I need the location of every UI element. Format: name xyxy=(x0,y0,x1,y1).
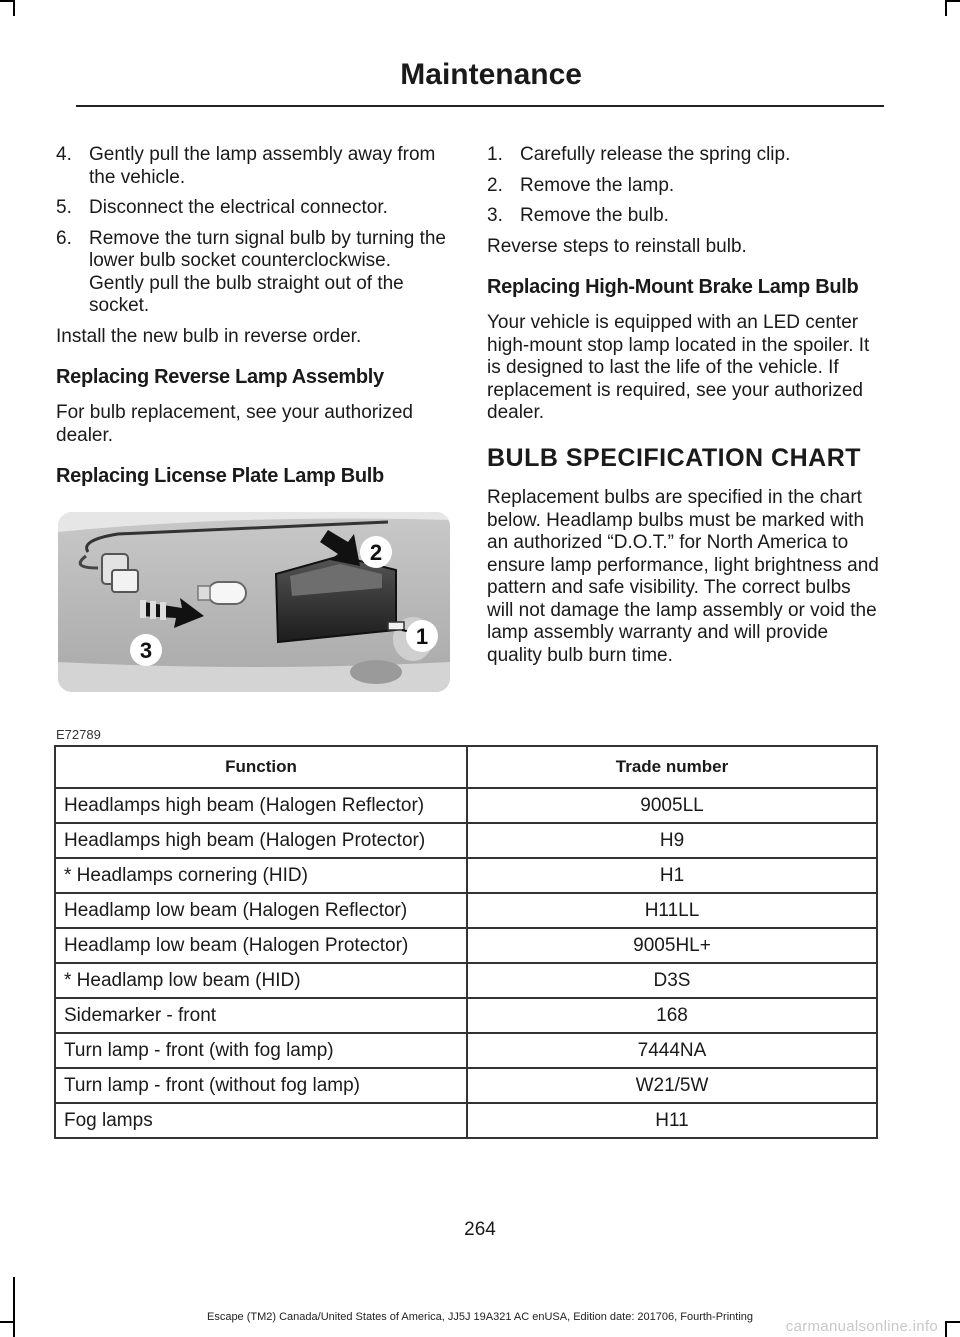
trade-number-cell: W21/5W xyxy=(467,1068,877,1103)
list-item xyxy=(56,197,448,220)
function-cell: Headlamp low beam (Halogen Reflector) xyxy=(55,893,467,928)
license-lamp-illustration xyxy=(58,512,450,692)
trade-number-cell: 168 xyxy=(467,998,877,1033)
callout-2: 2 xyxy=(369,540,383,565)
function-cell: Turn lamp - front (with fog lamp) xyxy=(55,1033,467,1068)
header-divider xyxy=(76,105,884,107)
step-text: Disconnect the electrical connector. xyxy=(89,197,388,218)
step-number: 5. xyxy=(56,197,72,218)
list-item xyxy=(487,205,881,228)
install-note: Install the new bulb in reverse order. xyxy=(56,325,362,347)
table-row xyxy=(55,1068,877,1103)
bulb-chart-text: Replacement bulbs are specified in the chart below. Headlamp bulbs must be marked with an authorized “D.O.T.” for North America to ensure lamp performance, light brightness and pattern and safe visibility. The correct bulbs will not damage the lamp assembly or void the lamp assembly warranty and will provide quality bulb burn time. xyxy=(487,487,879,666)
function-cell: * Headlamp low beam (HID) xyxy=(55,963,467,998)
table-row xyxy=(55,788,877,823)
crop-mark xyxy=(13,0,15,16)
step-number: 1. xyxy=(487,144,503,165)
table-header-row xyxy=(55,746,877,788)
left-steps xyxy=(56,144,448,318)
list-item xyxy=(487,144,881,167)
table-row xyxy=(55,1103,877,1138)
page-number: 264 xyxy=(464,1219,496,1240)
crop-mark xyxy=(945,0,947,16)
function-cell: Headlamps high beam (Halogen Reflector) xyxy=(55,788,467,823)
table-row xyxy=(55,928,877,963)
step-text: Remove the bulb. xyxy=(520,205,669,226)
reverse-lamp-text: For bulb replacement, see your authorized dealer. xyxy=(56,402,413,446)
trade-number-cell: H1 xyxy=(467,858,877,893)
trade-number-cell: 7444NA xyxy=(467,1033,877,1068)
right-column xyxy=(487,144,881,679)
watermark: carmanualsonline.info xyxy=(785,1318,938,1335)
high-mount-heading: Replacing High-Mount Brake Lamp Bulb xyxy=(487,276,859,298)
left-column xyxy=(56,144,448,501)
column-header-trade-number: Trade number xyxy=(467,746,877,788)
table-row xyxy=(55,893,877,928)
step-text: Gently pull the lamp assembly away from the vehicle. xyxy=(89,144,436,188)
step-number: 6. xyxy=(56,227,72,249)
step-number: 3. xyxy=(487,205,503,226)
function-cell: Headlamp low beam (Halogen Protector) xyxy=(55,928,467,963)
trade-number-cell: 9005HL+ xyxy=(467,928,877,963)
trade-number-cell: H11LL xyxy=(467,893,877,928)
table-row xyxy=(55,823,877,858)
function-cell: Turn lamp - front (without fog lamp) xyxy=(55,1068,467,1103)
crop-mark xyxy=(946,0,960,2)
list-item xyxy=(56,228,448,318)
figure-code: E72789 xyxy=(56,727,101,742)
function-cell: Sidemarker - front xyxy=(55,998,467,1033)
bulb-spec-table xyxy=(54,745,878,1139)
column-header-function: Function xyxy=(55,746,467,788)
license-lamp-heading: Replacing License Plate Lamp Bulb xyxy=(56,465,384,487)
step-text: Remove the lamp. xyxy=(520,174,675,196)
right-steps xyxy=(487,144,881,228)
page-title: Maintenance xyxy=(400,58,582,91)
step-text: Remove the turn signal bulb by turning the lower bulb socket counterclockwise. Gently pull the bulb straight out of the socket. xyxy=(89,227,446,316)
step-number: 2. xyxy=(487,174,503,196)
list-item xyxy=(56,144,448,189)
callout-3: 3 xyxy=(139,638,153,663)
table-row xyxy=(55,858,877,893)
trade-number-cell: 9005LL xyxy=(467,788,877,823)
list-item xyxy=(487,175,881,198)
table-row xyxy=(55,998,877,1033)
edition-footer: Escape (TM2) Canada/United States of America, JJ5J 19A321 AC enUSA, Edition date: 201706, Fourth-Printing xyxy=(206,1311,754,1323)
function-cell: Headlamps high beam (Halogen Protector) xyxy=(55,823,467,858)
table-row xyxy=(55,1033,877,1068)
step-text: Carefully release the spring clip. xyxy=(520,144,791,165)
function-cell: Fog lamps xyxy=(55,1103,467,1138)
high-mount-text: Your vehicle is equipped with an LED center high-mount stop lamp located in the spoiler. It is designed to last the life of the vehicle. If replacement is required, see your authorized dealer. xyxy=(487,312,870,423)
reinstall-note: Reverse steps to reinstall bulb. xyxy=(487,235,747,257)
step-number: 4. xyxy=(56,144,72,165)
illustration-svg xyxy=(58,512,450,692)
crop-mark xyxy=(13,1277,15,1337)
function-cell: * Headlamps cornering (HID) xyxy=(55,858,467,893)
trade-number-cell: D3S xyxy=(467,963,877,998)
table-row xyxy=(55,963,877,998)
callout-1: 1 xyxy=(415,624,429,649)
crop-mark xyxy=(0,0,14,2)
bulb-chart-heading: BULB SPECIFICATION CHART xyxy=(487,443,862,472)
trade-number-cell: H11 xyxy=(467,1103,877,1138)
crop-mark xyxy=(945,1321,947,1337)
reverse-lamp-heading: Replacing Reverse Lamp Assembly xyxy=(56,366,384,388)
trade-number-cell: H9 xyxy=(467,823,877,858)
